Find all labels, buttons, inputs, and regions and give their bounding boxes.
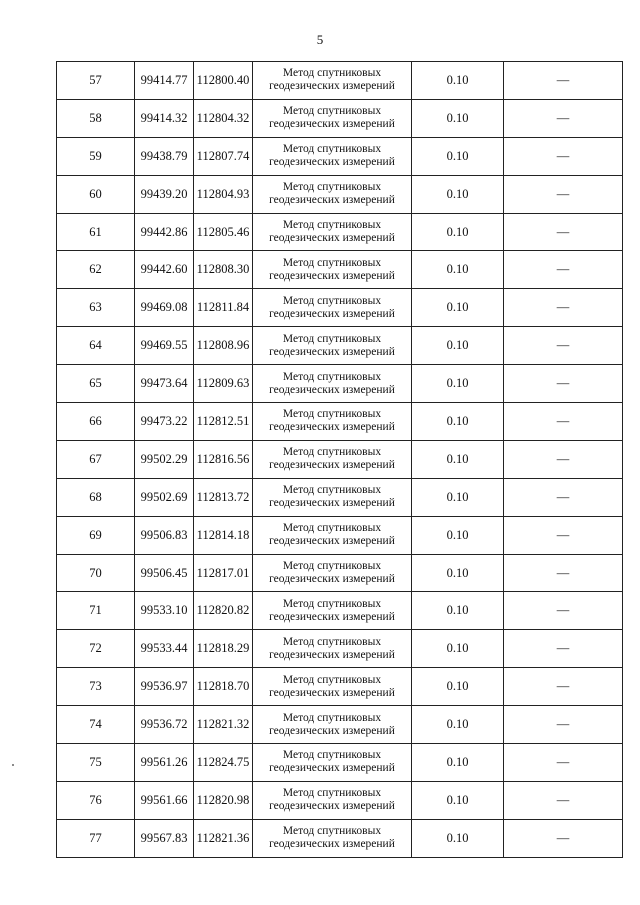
note-cell: — (504, 365, 623, 403)
note-cell: — (504, 516, 623, 554)
method-line-2: геодезических измерений (269, 269, 395, 282)
point-number-cell: 65 (57, 365, 135, 403)
method-line-2: геодезических измерений (269, 194, 395, 207)
accuracy-cell: 0.10 (412, 819, 504, 857)
method-cell (253, 289, 412, 327)
method-line-2: геодезических измерений (269, 383, 395, 396)
table-row (57, 175, 623, 213)
method-line-2: геодезических измерений (269, 118, 395, 131)
coordinate-y-cell: 112817.01 (194, 554, 253, 592)
method-line-2: геодезических измерений (269, 421, 395, 434)
method-cell (253, 478, 412, 516)
point-number-cell: 58 (57, 99, 135, 137)
method-line-1: Метод спутниковых (282, 749, 382, 762)
accuracy-cell: 0.10 (412, 554, 504, 592)
accuracy-cell: 0.10 (412, 99, 504, 137)
method-cell (253, 99, 412, 137)
method-line-1: Метод спутниковых (282, 219, 382, 231)
table-row (57, 440, 623, 478)
method-line-2: геодезических измерений (269, 345, 395, 358)
coordinate-x-cell: 99442.60 (135, 251, 194, 289)
coordinate-y-cell: 112812.51 (194, 403, 253, 441)
table-row (57, 478, 623, 516)
point-number-cell: 57 (57, 62, 135, 100)
coordinate-y-cell: 112800.40 (194, 62, 253, 100)
coordinate-y-cell: 112816.56 (194, 440, 253, 478)
coordinate-x-cell: 99502.29 (135, 440, 194, 478)
method-line-1: Метод спутниковых (282, 370, 382, 383)
method-line-1: Метод спутниковых (282, 408, 382, 421)
table-row (57, 213, 623, 251)
accuracy-cell: 0.10 (412, 327, 504, 365)
note-cell: — (504, 440, 623, 478)
note-cell: — (504, 137, 623, 175)
point-number-cell: 72 (57, 630, 135, 668)
coordinate-y-cell: 112820.98 (194, 781, 253, 819)
method-line-1: Метод спутниковых (282, 787, 382, 800)
coordinate-y-cell: 112808.30 (194, 251, 253, 289)
note-cell: — (504, 99, 623, 137)
coordinate-y-cell: 112814.18 (194, 516, 253, 554)
method-line-2: геодезических измерений (269, 610, 395, 623)
accuracy-cell: 0.10 (412, 403, 504, 441)
coordinate-x-cell: 99469.08 (135, 289, 194, 327)
point-number-cell: 67 (57, 440, 135, 478)
coordinate-y-cell: 112811.84 (194, 289, 253, 327)
table-row (57, 706, 623, 744)
note-cell: — (504, 744, 623, 782)
coordinate-x-cell: 99473.64 (135, 365, 194, 403)
method-line-2: геодезических измерений (269, 307, 395, 320)
note-cell: — (504, 327, 623, 365)
note-cell: — (504, 554, 623, 592)
coordinate-x-cell: 99502.69 (135, 478, 194, 516)
method-line-1: Метод спутниковых (282, 484, 382, 497)
table-row (57, 592, 623, 630)
method-cell (253, 630, 412, 668)
point-number-cell: 77 (57, 819, 135, 857)
method-line-2: геодезических измерений (269, 497, 395, 510)
coordinate-x-cell: 99442.86 (135, 213, 194, 251)
coordinate-y-cell: 112818.29 (194, 630, 253, 668)
coordinate-x-cell: 99561.26 (135, 744, 194, 782)
method-line-1: Метод спутниковых (282, 673, 382, 686)
note-cell: — (504, 668, 623, 706)
coordinate-x-cell: 99536.72 (135, 706, 194, 744)
table-row (57, 365, 623, 403)
note-cell: — (504, 175, 623, 213)
coordinate-y-cell: 112821.32 (194, 706, 253, 744)
accuracy-cell: 0.10 (412, 706, 504, 744)
method-line-2: геодезических измерений (269, 724, 395, 737)
accuracy-cell: 0.10 (412, 62, 504, 100)
accuracy-cell: 0.10 (412, 630, 504, 668)
method-cell (253, 327, 412, 365)
accuracy-cell: 0.10 (412, 668, 504, 706)
coordinate-y-cell: 112821.36 (194, 819, 253, 857)
method-line-2: геодезических измерений (269, 838, 395, 851)
point-number-cell: 75 (57, 744, 135, 782)
accuracy-cell: 0.10 (412, 440, 504, 478)
note-cell: — (504, 781, 623, 819)
point-number-cell: 69 (57, 516, 135, 554)
coordinate-y-cell: 112824.75 (194, 744, 253, 782)
coordinate-x-cell: 99439.20 (135, 175, 194, 213)
table-row (57, 137, 623, 175)
method-line-1: Метод спутниковых (282, 560, 382, 573)
method-line-1: Метод спутниковых (282, 522, 382, 535)
accuracy-cell: 0.10 (412, 251, 504, 289)
method-line-2: геодезических измерений (269, 800, 395, 813)
coordinate-x-cell: 99473.22 (135, 403, 194, 441)
scan-speck (12, 764, 14, 766)
method-cell (253, 516, 412, 554)
method-cell (253, 781, 412, 819)
point-number-cell: 74 (57, 706, 135, 744)
accuracy-cell: 0.10 (412, 213, 504, 251)
coordinate-x-cell: 99438.79 (135, 137, 194, 175)
note-cell: — (504, 251, 623, 289)
coordinate-y-cell: 112807.74 (194, 137, 253, 175)
method-cell (253, 668, 412, 706)
point-number-cell: 60 (57, 175, 135, 213)
table-row (57, 251, 623, 289)
method-line-2: геодезических измерений (269, 762, 395, 775)
method-line-1: Метод спутниковых (282, 67, 382, 80)
point-number-cell: 71 (57, 592, 135, 630)
coordinate-x-cell: 99506.45 (135, 554, 194, 592)
point-number-cell: 68 (57, 478, 135, 516)
coordinate-y-cell: 112808.96 (194, 327, 253, 365)
table-row (57, 62, 623, 100)
method-line-2: геодезических измерений (269, 232, 395, 244)
point-number-cell: 59 (57, 137, 135, 175)
method-cell (253, 592, 412, 630)
accuracy-cell: 0.10 (412, 137, 504, 175)
coordinate-x-cell: 99561.66 (135, 781, 194, 819)
accuracy-cell: 0.10 (412, 744, 504, 782)
method-line-2: геодезических измерений (269, 156, 395, 169)
table-row (57, 781, 623, 819)
accuracy-cell: 0.10 (412, 592, 504, 630)
method-cell (253, 365, 412, 403)
coordinates-table (56, 61, 623, 858)
method-line-1: Метод спутниковых (282, 143, 382, 156)
page-number: 5 (316, 32, 324, 47)
table-row (57, 99, 623, 137)
coordinate-y-cell: 112804.93 (194, 175, 253, 213)
note-cell: — (504, 592, 623, 630)
coordinate-y-cell: 112804.32 (194, 99, 253, 137)
method-line-2: геодезических измерений (269, 80, 395, 93)
accuracy-cell: 0.10 (412, 289, 504, 327)
point-number-cell: 73 (57, 668, 135, 706)
method-cell (253, 706, 412, 744)
method-cell (253, 403, 412, 441)
method-line-1: Метод спутниковых (282, 181, 382, 194)
method-cell (253, 175, 412, 213)
table-row (57, 630, 623, 668)
accuracy-cell: 0.10 (412, 516, 504, 554)
method-line-1: Метод спутниковых (282, 294, 382, 307)
coordinate-x-cell: 99536.97 (135, 668, 194, 706)
method-line-2: геодезических измерений (269, 648, 395, 661)
coordinate-x-cell: 99567.83 (135, 819, 194, 857)
method-line-2: геодезических измерений (269, 686, 395, 699)
note-cell: — (504, 62, 623, 100)
accuracy-cell: 0.10 (412, 365, 504, 403)
method-cell (253, 440, 412, 478)
note-cell: — (504, 478, 623, 516)
method-cell (253, 213, 412, 251)
note-cell: — (504, 213, 623, 251)
note-cell: — (504, 403, 623, 441)
point-number-cell: 66 (57, 403, 135, 441)
method-line-1: Метод спутниковых (282, 597, 382, 610)
coordinate-x-cell: 99414.77 (135, 62, 194, 100)
coordinate-x-cell: 99414.32 (135, 99, 194, 137)
point-number-cell: 63 (57, 289, 135, 327)
table-row (57, 744, 623, 782)
accuracy-cell: 0.10 (412, 175, 504, 213)
coordinate-y-cell: 112818.70 (194, 668, 253, 706)
method-cell (253, 62, 412, 100)
note-cell: — (504, 630, 623, 668)
coordinates-table-body (57, 62, 623, 858)
coordinate-y-cell: 112809.63 (194, 365, 253, 403)
point-number-cell: 61 (57, 213, 135, 251)
method-cell (253, 744, 412, 782)
point-number-cell: 70 (57, 554, 135, 592)
method-line-1: Метод спутниковых (282, 635, 382, 648)
coordinate-y-cell: 112813.72 (194, 478, 253, 516)
note-cell: — (504, 289, 623, 327)
method-line-1: Метод спутниковых (282, 711, 382, 724)
method-line-1: Метод спутниковых (282, 332, 382, 345)
table-row (57, 403, 623, 441)
coordinate-y-cell: 112820.82 (194, 592, 253, 630)
accuracy-cell: 0.10 (412, 781, 504, 819)
method-cell (253, 251, 412, 289)
point-number-cell: 64 (57, 327, 135, 365)
method-cell (253, 819, 412, 857)
coordinate-x-cell: 99469.55 (135, 327, 194, 365)
method-cell (253, 554, 412, 592)
method-line-2: геодезических измерений (269, 459, 395, 472)
table-row (57, 516, 623, 554)
table-row (57, 554, 623, 592)
coordinate-x-cell: 99506.83 (135, 516, 194, 554)
method-line-1: Метод спутниковых (282, 105, 382, 118)
point-number-cell: 62 (57, 251, 135, 289)
note-cell: — (504, 706, 623, 744)
table-row (57, 327, 623, 365)
note-cell: — (504, 819, 623, 857)
point-number-cell: 76 (57, 781, 135, 819)
accuracy-cell: 0.10 (412, 478, 504, 516)
method-line-1: Метод спутниковых (282, 825, 382, 838)
table-row (57, 289, 623, 327)
method-cell (253, 137, 412, 175)
coordinate-x-cell: 99533.10 (135, 592, 194, 630)
method-line-1: Метод спутниковых (282, 446, 382, 459)
table-row (57, 819, 623, 857)
coordinate-x-cell: 99533.44 (135, 630, 194, 668)
table-row (57, 668, 623, 706)
method-line-1: Метод спутниковых (282, 256, 382, 269)
method-line-2: геодезических измерений (269, 535, 395, 548)
method-line-2: геодезических измерений (269, 573, 395, 586)
coordinate-y-cell: 112805.46 (194, 213, 253, 251)
